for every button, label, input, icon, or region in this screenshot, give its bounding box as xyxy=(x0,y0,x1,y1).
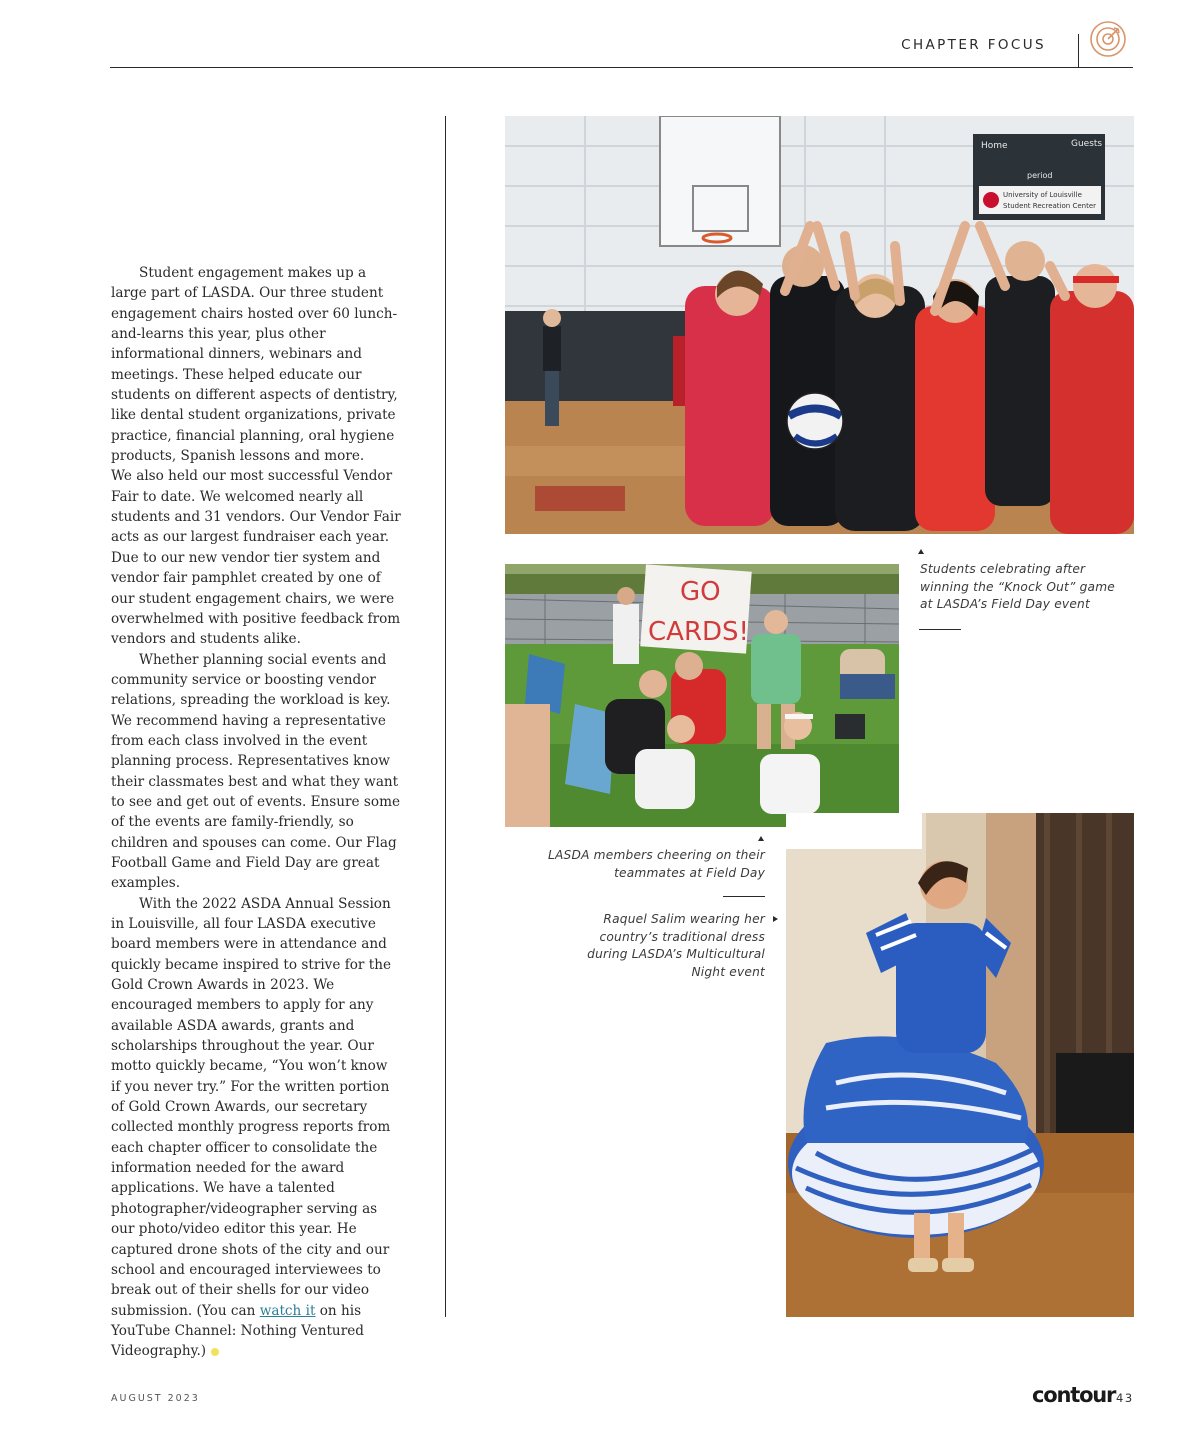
scoreboard-text: Guests xyxy=(1071,139,1103,149)
header-divider xyxy=(1078,34,1079,67)
scoreboard-text: Student Recreation Center xyxy=(1003,202,1096,210)
article-body xyxy=(111,263,401,1362)
photo-3-caption: Raquel Salim wearing her country’s traditional dress during LASDA’s Multicultural Night event xyxy=(587,912,765,979)
photo-corner-mask xyxy=(786,813,922,849)
caption-pointer-up-icon xyxy=(918,549,924,554)
photo-knockout-celebration xyxy=(505,116,1134,534)
page-number: 43 xyxy=(1116,1391,1134,1405)
scoreboard-text: University of Louisville xyxy=(1003,191,1082,199)
sign-text: GO xyxy=(680,577,721,607)
end-mark-dot xyxy=(211,1348,219,1356)
brand-logo: contour xyxy=(1032,1383,1116,1407)
caption-rule xyxy=(723,896,765,897)
caption-pointer-right-icon xyxy=(773,916,778,922)
photo-multicultural-dancer xyxy=(786,813,1134,1317)
column-divider xyxy=(445,116,446,1317)
article-paragraph: We also held our most successful Vendor Fair to date. We welcomed nearly all students and 31 vendors. Our Vendor Fair acts as our largest fundraiser each year. Due to our new vendor tier system and vendor fair pamphlet created by one of our student engagement chairs, we were overwhelmed with positive feedback from vendors and students alike. xyxy=(111,468,401,648)
sign-text: CARDS! xyxy=(648,617,749,647)
scoreboard-text: Home xyxy=(981,141,1008,151)
article-text: With the 2022 ASDA Annual Session in Louisville, all four LASDA executive board members were in attendance and quickly became inspired to strive for the Gold Crown Awards in 2023. We encouraged members to apply for any available ASDA awards, grants and scholarships throughout the year. Our motto quickly became, “You won’t know if you never try.” For the written portion of Gold Crown Awards, our secretary collected monthly progress reports from each chapter officer to consolidate the information needed for the award applications. We have a talented photographer/videographer serving as our photo/video editor this year. He captured drone shots of the city and our school and encouraged interviewees to break out of their shells for our video submission. (You can xyxy=(111,895,392,1319)
article-paragraph: Whether planning social events and community service or boosting vendor relations, spreading the workload is key. We recommend having a representative from each class involved in the event planning process. Representatives know their classmates best and what they want to see and get out of events. Ensure some of the events are family-friendly, so children and spouses can come. Our Flag Football Game and Field Day are great examples. xyxy=(111,651,400,892)
article-paragraph: Student engagement makes up a large part of LASDA. Our three student engagement chairs hosted over 60 lunch-and-learns this year, plus other informational dinners, webinars and meetings. These helped educate our students on different aspects of dentistry, like dental student organizations, private practice, financial planning, oral hygiene products, Spanish lessons and more. xyxy=(111,265,398,465)
photo-2-caption: LASDA members cheering on their teammates at Field Day xyxy=(548,848,765,880)
scoreboard-text: period xyxy=(1027,171,1053,180)
caption-rule xyxy=(919,629,961,630)
photo-field-day-cheering xyxy=(505,564,899,827)
target-icon xyxy=(1089,20,1127,58)
caption-pointer-up-icon xyxy=(758,836,764,841)
photo-1-caption: Students celebrating after winning the “Knock Out” game at LASDA’s Field Day event xyxy=(920,562,1115,611)
issue-date: AUGUST 2023 xyxy=(111,1393,200,1404)
watch-it-link[interactable]: watch it xyxy=(259,1302,316,1319)
article-paragraph-last xyxy=(111,894,401,1362)
article-text: on his YouTube Channel: Nothing Ventured Videography.) xyxy=(111,1302,364,1360)
header-rule xyxy=(110,67,1133,68)
section-label: CHAPTER FOCUS xyxy=(901,37,1046,53)
